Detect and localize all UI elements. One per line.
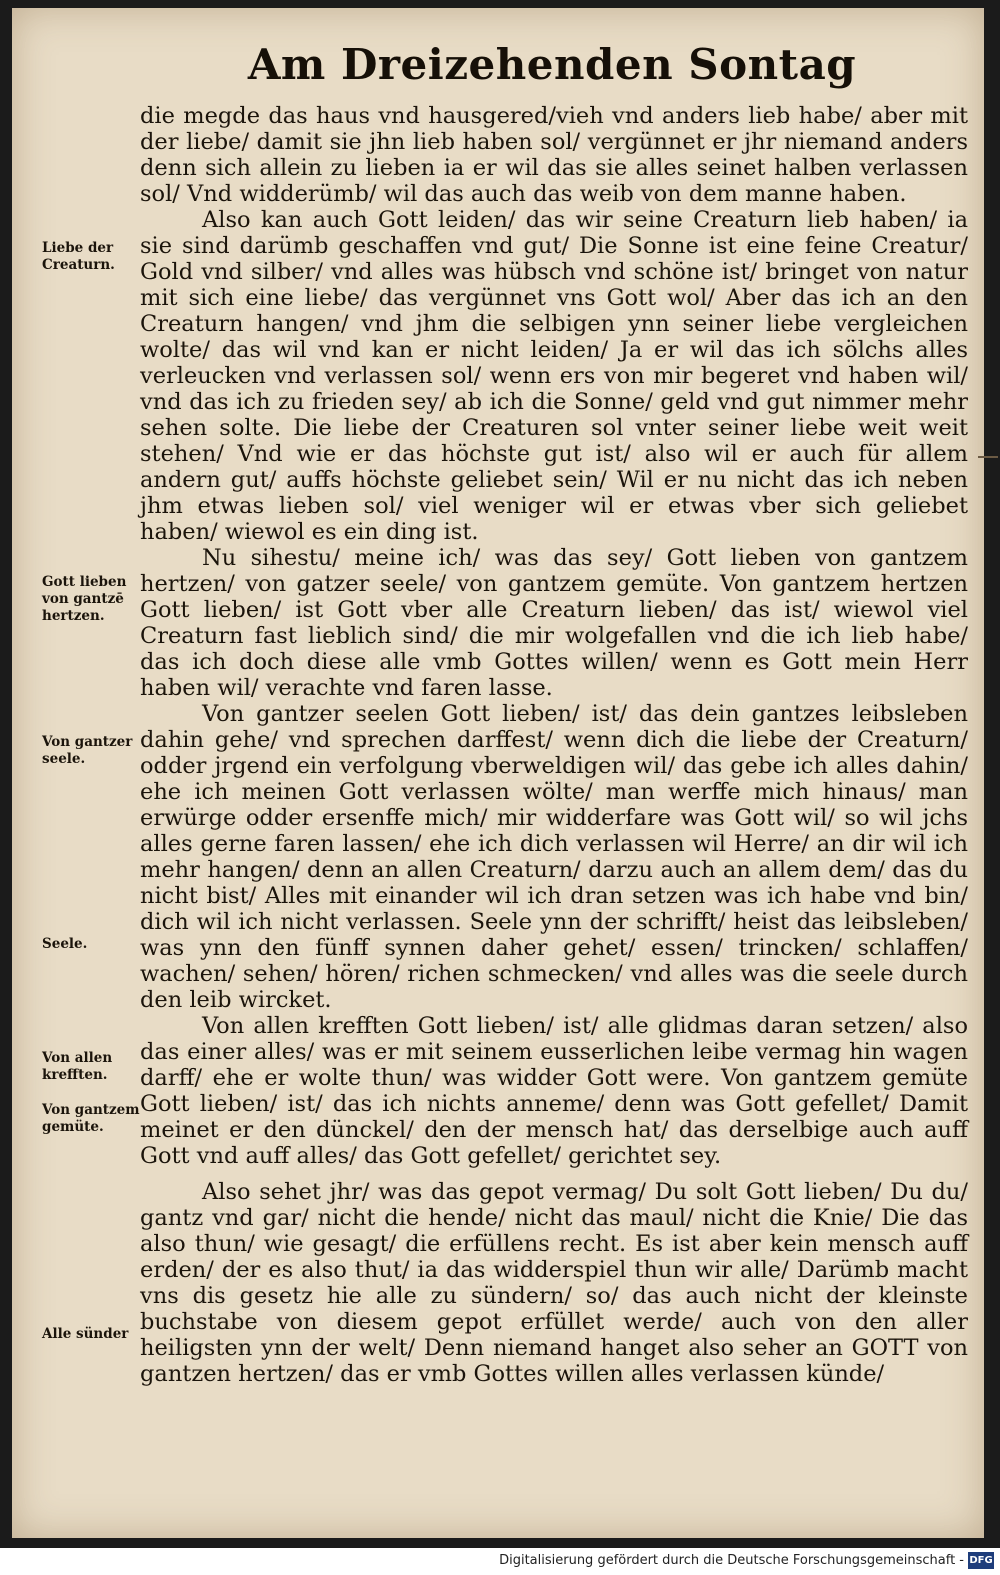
paragraph-6: Also sehet jhr/ was das gepot vermag/ Du solt Gott lieben/ Du du/ gantz vnd gar/ nicht die hende/ nicht das maul/ nicht die Knie/ Die das also thun/ wie gesagt/ die erfüllens recht. Es ist aber kein mensch auff erden/ der es also thut/ ia das widderspiel thun wir alle/ Darümb macht vns dis gesetz hie alle zu sündern/ so/ das auch nicht der kleinste buchstabe von diesem gepot erfüllet werde/ auch von den aller heiligsten ynn der welt/ Denn niemand hanget also seher an GOTT von gantzen hertzen/ das er vmb Gottes willen alles verlassen künde/ — [140, 1179, 968, 1387]
paragraph-3: Nu sihestu/ meine ich/ was das sey/ Gott lieben von gantzem hertzen/ von gatzer seele/ von gantzem gemüte. Von gantzem hertzen Gott lieben/ ist Gott vber alle Creaturn lieben/ das ist/ wiewol viel Creaturn fast lieblich sind/ die mir wolgefallen vnd die ich lieb habe/ das ich doch diese alle vmb Gottes willen/ wenn es Gott mein Herr haben wil/ verachte vnd faren lasse. — [140, 545, 968, 701]
dfg-logo: DFG — [968, 1552, 994, 1569]
margin-note-von-allen-krefften: Von allen krefften. — [42, 1050, 113, 1083]
margin-note-von-gantzem-gemuete: Von gantzem gemüte. — [42, 1102, 140, 1135]
paragraph-1: die megde das haus vnd hausgered/vieh vnd anders lieb habe/ aber mit der liebe/ damit sie jhn lieb haben sol/ vergünnet er jhr niemand anders denn sich allein zu lieben ia er wil das sie alles seinet halben verlassen sol/ Vnd widderümb/ wil das auch das weib von dem manne haben. — [140, 103, 968, 207]
margin-note-gott-lieben: Gott lieben von gantzē hertzen. — [42, 574, 127, 624]
margin-note-alle-suender: Alle sünder — [42, 1326, 129, 1342]
body-text — [140, 103, 968, 1387]
margin-note-seele: Seele. — [42, 936, 88, 952]
paragraph-2: Also kan auch Gott leiden/ das wir seine Creaturn lieb haben/ ia sie sind darümb geschaffen vnd gut/ Die Sonne ist eine feine Creatur/ Gold vnd silber/ vnd alles was hübsch vnd schöne ist/ bringet von natur mit sich eine liebe/ das vergünnet vns Gott wol/ Aber das ich an den Creaturn hangen/ vnd jhm die selbigen ynn seiner liebe vergleichen wolte/ das wil vnd kan er nicht leiden/ Ja er wil das ich sölchs alles verleucken vnd verlassen sol/ wenn ers von mir begeret vnd haben wil/ vnd das ich zu frieden sey/ ab ich die Sonne/ geld vnd gut nimmer mehr sehen solte. Die liebe der Creaturen sol vnter seiner liebe weit weit stehen/ Vnd wie er das höchste gut ist/ also wil er auch für allem andern gut/ auffs höchste geliebet sein/ Wil er nu nicht das ich neben jhm etwas lieben sol/ viel weniger wil er etwas vber sich geliebet haben/ wiewol es ein ding ist. — [140, 207, 968, 545]
page-title: Am Dreizehenden Sontag — [247, 40, 857, 89]
margin-note-von-gantzer-seele: Von gantzer seele. — [42, 734, 133, 767]
paragraph-4: Von gantzer seelen Gott lieben/ ist/ das dein gantzes leibsleben dahin gehe/ vnd sprechen darffest/ wenn dich die liebe der Creaturn/ odder jrgend ein verfolgung vberweldigen wil/ das gebe ich alles dahin/ ehe ich meinen Gott verlassen wölte/ man werffe mich hinaus/ man erwürge odder ersenffe mich/ mir widderfare was Gott wil/ so wil jchs alles gerne faren lassen/ ehe ich dich verlassen wil Herre/ an dir wil ich mehr hangen/ denn an allen Creaturn/ darzu auch an allem dem/ das du nicht bist/ Alles mit einander wil ich dran setzen was ich habe vnd bin/ dich wil ich nicht verlassen. Seele ynn der schrifft/ heist das leibsleben/ was ynn den fünff synnen daher gehet/ essen/ trincken/ schlaffen/ wachen/ sehen/ hören/ richen schmecken/ vnd alles was die seele durch den leib wircket. — [140, 701, 968, 1013]
paragraph-5: Von allen krefften Gott lieben/ ist/ alle glidmas daran setzen/ also das einer alles/ was er mit seinem eusserlichen leibe vermag hin wagen darff/ ehe er wolte thun/ was widder Gott were. Von gantzem gemüte Gott lieben/ ist/ das ich nichts anneme/ denn was Gott gefellet/ Damit meinet er den dünckel/ den der mensch hat/ das derselbige auch auff Gott vnd auff alles/ das Gott gefellet/ gerichtet sey. — [140, 1013, 968, 1169]
margin-note-liebe-der-creaturn: Liebe der Creaturn. — [42, 240, 115, 273]
footer-bar — [0, 1548, 1000, 1575]
book-page — [12, 8, 984, 1538]
footer-credit: Digitalisierung gefördert durch die Deutsche Forschungsgemeinschaft - — [499, 1553, 964, 1568]
margin-mark — [978, 456, 998, 458]
